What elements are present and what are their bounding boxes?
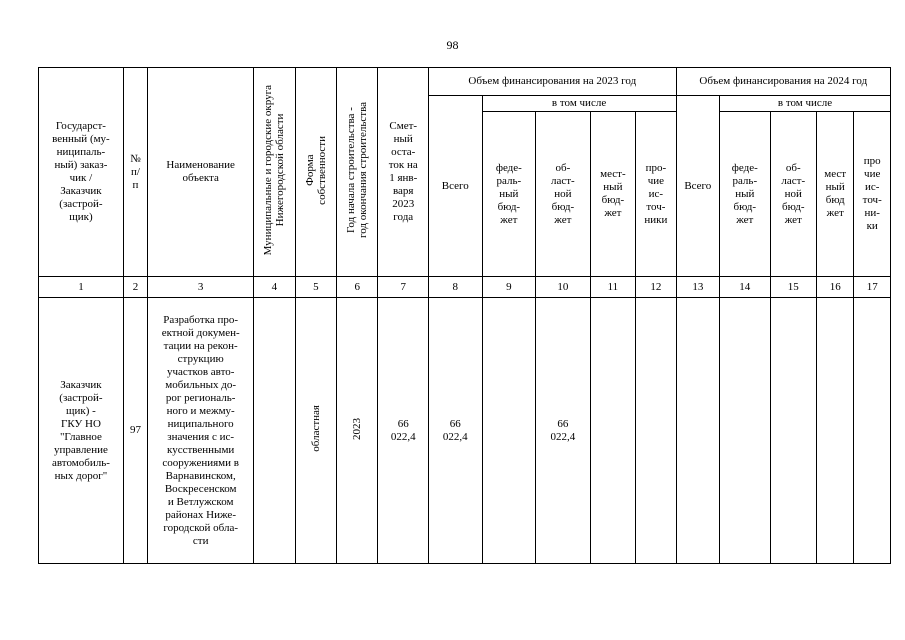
col-number: 7 — [378, 277, 429, 298]
col-number: 12 — [636, 277, 676, 298]
cell-np: 97 — [123, 298, 147, 564]
header-regional-2023: об- ласт- ной бюд- жет — [536, 112, 591, 277]
header-balance: Смет- ный оста- ток на 1 янв- варя 2023 года — [378, 68, 429, 277]
cell-years-text: 2023 — [351, 417, 364, 440]
header-municipal — [254, 68, 295, 277]
header-federal-2023: феде- раль- ный бюд- жет — [482, 112, 536, 277]
cell-object-name: Разработка про- ектной докумен- тации на рекон- струкцию участков авто- мобильных до- рог региональ- ного и межму- ниципального значения с ис- кусственными сооружениями в Варнавинском, Воскресенском и Ветлужском районах Ниже- городской обла- сти — [148, 298, 254, 564]
cell-ownership — [295, 298, 336, 564]
header-years-text: Год начала строительства - год окончания строительства — [345, 102, 370, 238]
header-regional-2024: об- ласт- ной бюд- жет — [770, 112, 816, 277]
col-number: 10 — [536, 277, 591, 298]
cell-total-2024 — [676, 298, 719, 564]
cell-local-2024 — [817, 298, 854, 564]
financing-table — [38, 67, 891, 564]
cell-ownership-text: областная — [309, 405, 322, 452]
header-total-2024: Всего — [676, 96, 719, 277]
header-years — [337, 68, 378, 277]
cell-local-2023 — [590, 298, 635, 564]
table-row — [39, 298, 891, 564]
cell-total-2023: 66 022,4 — [429, 298, 483, 564]
col-number: 5 — [295, 277, 336, 298]
cell-municipal — [254, 298, 295, 564]
header-incl-2023: в том числе — [482, 96, 676, 112]
cell-customer: Заказчик (застрой- щик) - ГКУ НО "Главное управление автомобиль- ных дорог" — [39, 298, 124, 564]
col-number: 6 — [337, 277, 378, 298]
header-municipal-text: Муниципальные и городские округа Нижегородской области — [262, 84, 287, 256]
cell-regional-2023: 66 022,4 — [536, 298, 591, 564]
page-number: 98 — [446, 38, 459, 52]
cell-years — [337, 298, 378, 564]
header-incl-2024: в том числе — [720, 96, 891, 112]
cell-other-2023 — [636, 298, 676, 564]
header-ownership — [295, 68, 336, 277]
col-number: 13 — [676, 277, 719, 298]
header-federal-2024: феде- раль- ный бюд- жет — [720, 112, 771, 277]
cell-federal-2023 — [482, 298, 536, 564]
header-customer: Государст- венный (му- ниципаль- ный) заказ- чик / Заказчик (застрой- щик) — [39, 68, 124, 277]
column-number-row — [39, 277, 891, 298]
col-number: 3 — [148, 277, 254, 298]
cell-federal-2024 — [720, 298, 771, 564]
col-number: 11 — [590, 277, 635, 298]
cell-regional-2024 — [770, 298, 816, 564]
col-number: 1 — [39, 277, 124, 298]
header-other-2024: про чие ис- точ- ни- ки — [854, 112, 891, 277]
header-np: № п/ п — [123, 68, 147, 277]
col-number: 4 — [254, 277, 295, 298]
header-fin-2023: Объем финансирования на 2023 год — [429, 68, 677, 96]
header-local-2024: мест ный бюд жет — [817, 112, 854, 277]
cell-balance: 66 022,4 — [378, 298, 429, 564]
col-number: 8 — [429, 277, 483, 298]
header-total-2023: Всего — [429, 96, 483, 277]
col-number: 15 — [770, 277, 816, 298]
col-number: 17 — [854, 277, 891, 298]
col-number: 9 — [482, 277, 536, 298]
header-row-1 — [39, 68, 891, 96]
col-number: 16 — [817, 277, 854, 298]
col-number: 14 — [720, 277, 771, 298]
header-other-2023: про- чие ис- точ- ники — [636, 112, 676, 277]
header-local-2023: мест- ный бюд- жет — [590, 112, 635, 277]
col-number: 2 — [123, 277, 147, 298]
header-ownership-text: Форма собственности — [303, 135, 328, 205]
header-object-name: Наименование объекта — [148, 68, 254, 277]
cell-other-2024 — [854, 298, 891, 564]
header-fin-2024: Объем финансирования на 2024 год — [676, 68, 890, 96]
